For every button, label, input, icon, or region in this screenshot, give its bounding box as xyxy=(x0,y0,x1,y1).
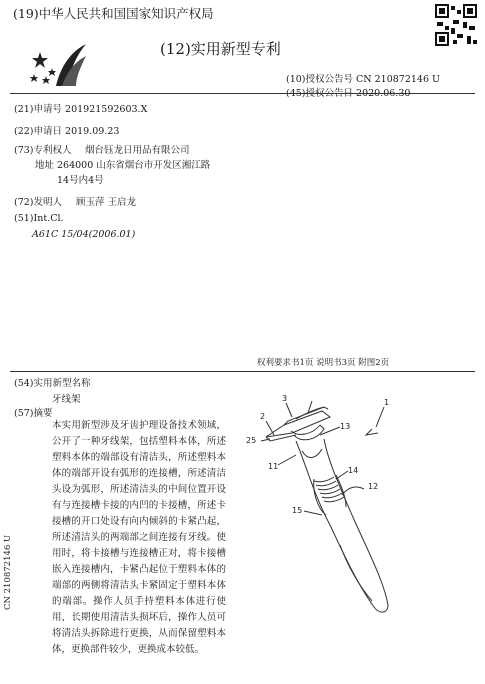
address-line-1: 264000 山东省烟台市开发区湘江路 xyxy=(57,160,211,171)
assignee-name: 烟台钰龙日用品有限公司 xyxy=(85,145,190,156)
figure-label-25: 25 xyxy=(246,436,257,445)
figure-label-11: 11 xyxy=(268,462,279,471)
flosser-figure xyxy=(236,395,481,625)
page-info: 权利要求书1页 说明书3页 附图2页 xyxy=(257,358,390,368)
figure-label-3: 3 xyxy=(282,395,288,403)
header-divider xyxy=(10,93,475,94)
title-label: (54)实用新型名称 xyxy=(14,378,91,389)
publication-number: (10)授权公告号 CN 210872146 U xyxy=(286,74,441,85)
publication-date: (45)授权公告日 2020.06.30 xyxy=(286,88,411,99)
figure-label-13: 13 xyxy=(340,422,351,431)
figure-label-2: 2 xyxy=(260,412,266,421)
inventors-names: 顾玉萍 王启龙 xyxy=(76,197,137,208)
office-header: (19)中华人民共和国国家知识产权局 xyxy=(13,6,214,21)
utility-model-title: 牙线架 xyxy=(52,394,81,405)
abstract-label: (57)摘要 xyxy=(14,408,53,419)
emblem-logo-icon xyxy=(30,38,88,88)
section-divider xyxy=(10,371,475,372)
figure-label-15: 15 xyxy=(292,506,303,515)
address-label: 地址 xyxy=(35,160,55,171)
document-type-title: (12)实用新型专利 xyxy=(160,40,281,58)
abstract-text: 本实用新型涉及牙齿护理设备技术领域，公开了一种牙线架，包括塑料本体，所述塑料本体的端部设有清洁头，所述塑料本体的端部开设有弧形的连接槽，所述清洁头设为弧形，所述清洁头的中间位置开设有与连接槽卡接的内凹的卡接槽，所述卡接槽的开口处设有向内倾斜的卡紧凸起，所述清洁头的两端部之间连接有牙线。使用时，将卡接槽与连接槽正对，将卡接槽嵌入连接槽内，卡紧凸起位于塑料本体的端部的两侧将清洁头卡紧固定于塑料本体的端部。操作人员手持塑料本体进行使用，长期使用清洁头损坏后，操作人员可将清洁头拆除进行更换，从而保留塑料本体，更换部件较少，更换成本较低。 xyxy=(52,420,226,655)
assignee-label: (73)专利权人 xyxy=(14,145,72,156)
address-line-2: 14号内4号 xyxy=(57,175,104,186)
intcl-label: (51)Int.Cl. xyxy=(14,213,64,224)
application-number: (21)申请号 201921592603.X xyxy=(14,104,148,115)
qr-code-icon xyxy=(435,4,477,46)
figure-label-14: 14 xyxy=(348,466,359,475)
side-publication-number: CN 210872146 U xyxy=(3,534,13,610)
figure-label-1: 1 xyxy=(384,398,390,407)
figure-label-12: 12 xyxy=(368,482,379,491)
filing-date: (22)申请日 2019.09.23 xyxy=(14,126,120,137)
inventors-label: (72)发明人 xyxy=(14,197,63,208)
intcl-code: A61C 15/04(2006.01) xyxy=(32,229,136,240)
